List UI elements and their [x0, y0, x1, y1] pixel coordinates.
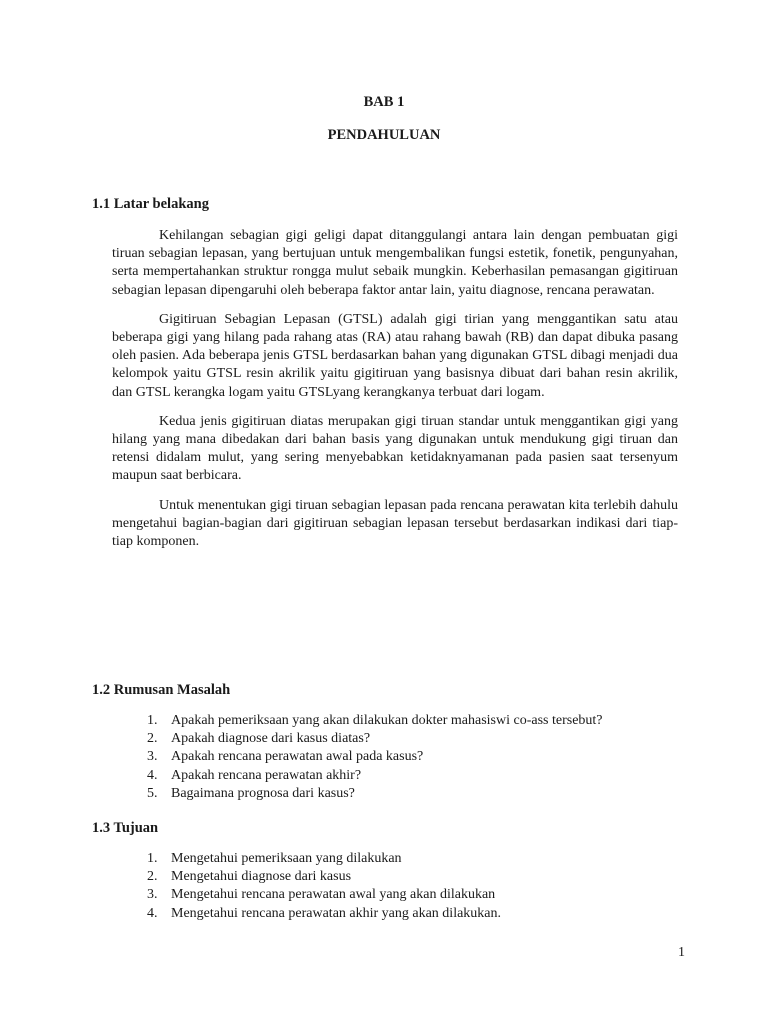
list-item	[92, 767, 678, 785]
list-item	[92, 850, 678, 868]
paragraph: Kehilangan sebagian gigi geligi dapat ditanggulangi antara lain dengan pembuatan gigi tiruan sebagian lepasan, yang bertujuan untuk mengembalikan fungsi estetik, fonetik, pengunyahan, serta mempertahankan struktur rongga mulut sebaik mungkin. Keberhasilan pemasangan gigitiruan sebagian lepasan dipengaruhi oleh beberapa faktor antar lain, yaitu diagnose, rencana perawatan.	[112, 228, 678, 298]
paragraph: Kedua jenis gigitiruan diatas merupakan gigi tiruan standar untuk menggantikan gigi yang hilang yang mana dibedakan dari bahan basis yang digunakan untuk mendukung gigi tiruan dan retensi didalam mulut, yang sering menyebabkan ketidaknyamanan pada pasien saat tersenyum maupun saat berbicara.	[112, 413, 678, 484]
page-number: 1	[678, 945, 685, 960]
list-item-number: 1.	[147, 713, 158, 728]
list-item-text: Mengetahui diagnose dari kasus	[171, 869, 352, 885]
list-item-text: Mengetahui pemeriksaan yang dilakukan	[171, 851, 402, 866]
chapter-number: BAB 1	[363, 94, 405, 110]
list-item-number: 3.	[147, 887, 158, 903]
list-item	[92, 905, 678, 923]
section-rumusan-masalah	[92, 681, 678, 803]
paragraph: Gigitiruan Sebagian Lepasan (GTSL) adalah gigi tirian yang menggantikan satu atau beberapa gigi yang hilang pada rahang atas (RA) atau rahang bawah (RB) dan dapat dibuka pasang oleh pasien. Ada beberapa jenis GTSL berdasarkan bahan yang digunakan GTSL dibagi menjadi dua kelompok yaitu GTSL resin akrilik yaitu gigitiruan yang basisnya dibuat dari bahan resin akrilik, dan GTSL kerangka logam yaitu GTSLyang kerangkanya terbuat dari logam.	[112, 311, 678, 400]
list-item-text: Mengetahui rencana perawatan awal yang akan dilakukan	[171, 887, 496, 903]
list-item	[92, 886, 678, 904]
list-item	[92, 868, 678, 886]
list-item	[92, 730, 678, 748]
section-heading: 1.3 Tujuan	[92, 820, 159, 836]
list-item-number: 2.	[147, 869, 158, 885]
list-item-number: 5.	[147, 785, 158, 801]
list-item-text: Apakah diagnose dari kasus diatas?	[171, 731, 371, 747]
paragraph: Untuk menentukan gigi tiruan sebagian lepasan pada rencana perawatan kita terlebih dahulu mengetahui bagian-bagian dari gigitiruan sebagian lepasan tersebut berdasarkan indikasi dari tiap-tiap komponen.	[112, 497, 678, 550]
list-item-text: Apakah rencana perawatan awal pada kasus?	[171, 749, 424, 765]
section-tujuan	[92, 819, 678, 923]
numbered-list	[92, 712, 678, 803]
list-item-number: 4.	[147, 767, 158, 783]
list-item-number: 3.	[147, 749, 158, 765]
list-item	[92, 785, 678, 803]
list-item-number: 2.	[147, 731, 158, 747]
list-item-number: 1.	[147, 851, 158, 866]
list-item	[92, 712, 678, 730]
chapter-title: PENDAHULUAN	[327, 127, 441, 143]
section-latar-belakang	[92, 195, 678, 551]
list-item-text: Apakah rencana perawatan akhir?	[171, 767, 362, 783]
section-heading: 1.1 Latar belakang	[92, 196, 209, 212]
section-heading: 1.2 Rumusan Masalah	[92, 682, 231, 698]
list-item-number: 4.	[147, 905, 158, 921]
list-item	[92, 748, 678, 766]
list-item-text: Apakah pemeriksaan yang akan dilakukan dokter mahasiswi co-ass tersebut?	[171, 713, 603, 728]
numbered-list	[92, 850, 678, 923]
list-item-text: Mengetahui rencana perawatan akhir yang akan dilakukan.	[171, 905, 502, 921]
list-item-text: Bagaimana prognosa dari kasus?	[171, 785, 355, 801]
